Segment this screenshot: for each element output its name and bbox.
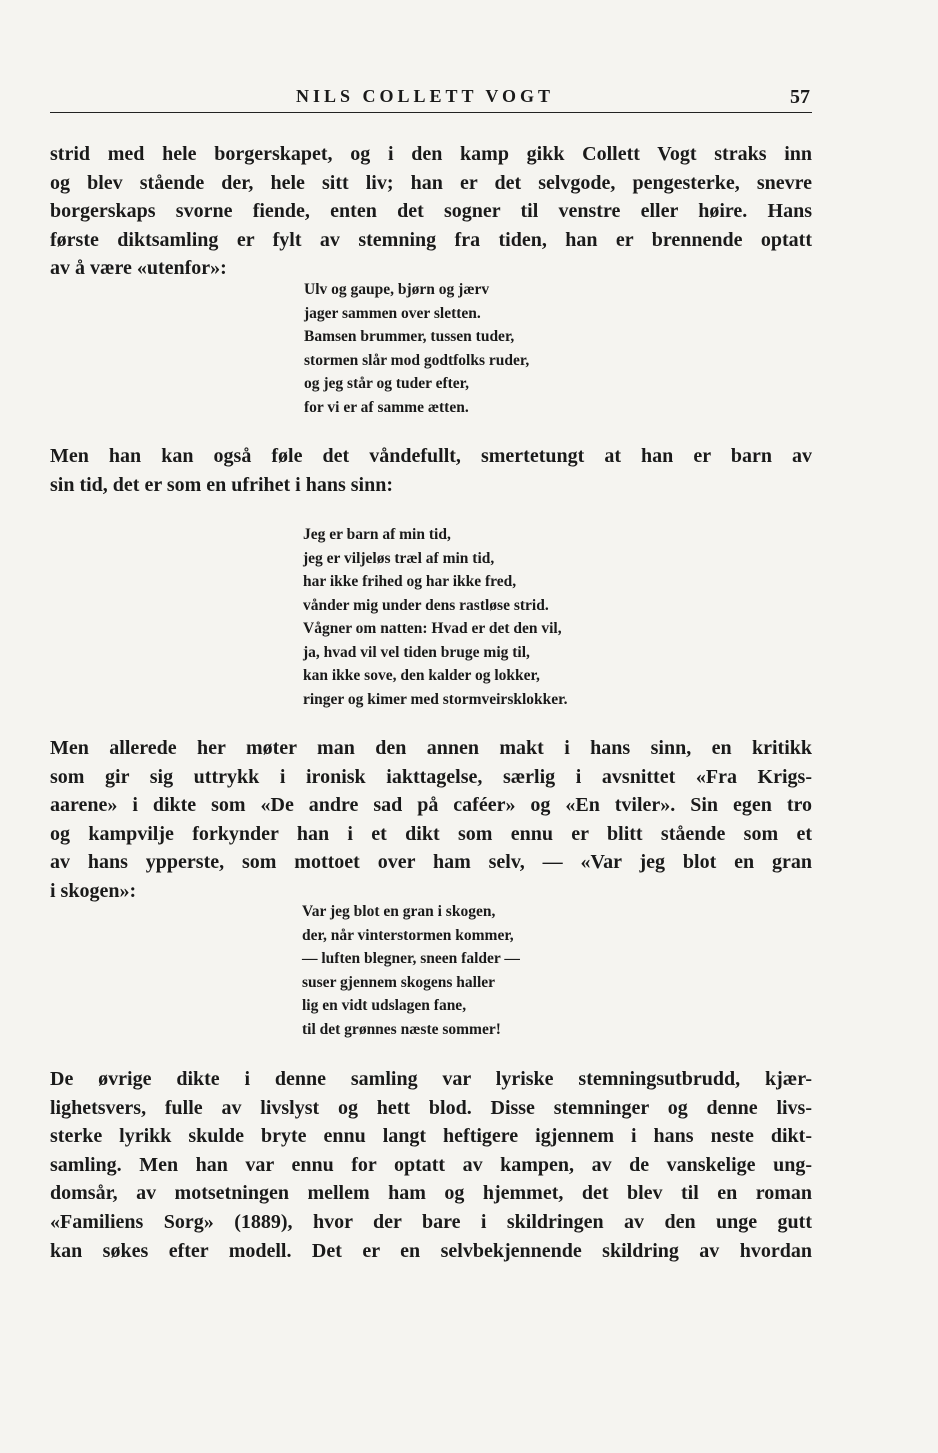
- verse-line: jager sammen over sletten.: [304, 304, 481, 322]
- verse-line: til det grønnes næste sommer!: [302, 1020, 501, 1038]
- paragraph-line: aarene» i dikte som «De andre sad på caféer» og «En tviler». Sin egen tro: [50, 794, 812, 817]
- running-title: NILS COLLETT VOGT: [296, 86, 555, 106]
- verse-line: Jeg er barn af min tid,: [303, 526, 451, 543]
- paragraph-1: [50, 140, 812, 283]
- paragraph-line: som gir sig uttrykk i ironisk iakttagelse, særlig i avsnittet «Fra Krigs-: [50, 765, 812, 788]
- paragraph-line: Men allerede her møter man den annen makt i hans sinn, en kritikk: [50, 737, 812, 759]
- verse-line: vånder mig under dens rastløse strid.: [303, 596, 549, 614]
- verse-line: suser gjennem skogens haller: [302, 973, 496, 991]
- paragraph-line: og blev stående der, hele sitt liv; han er det selvgode, pengesterke, snevre: [50, 171, 812, 194]
- poem-jeg-er-barn: [303, 523, 567, 711]
- verse-line: ringer og kimer med stormveirsklokker.: [303, 690, 568, 708]
- page-number: 57: [790, 86, 810, 108]
- verse-line: stormen slår mod godtfolks ruder,: [304, 351, 530, 369]
- paragraph-line: Men han kan også føle det våndefullt, smertetungt at han er barn av: [50, 445, 812, 467]
- header-rule: [50, 112, 812, 113]
- paragraph-line: domsår, av motsetningen mellem ham og hjemmet, det blev til en roman: [50, 1182, 812, 1205]
- verse-line: for vi er af samme ætten.: [304, 398, 469, 416]
- poem-ulv-og-gaupe: [304, 278, 529, 419]
- paragraph-line: lighetsvers, fulle av livslyst og hett blod. Disse stemninger og denne livs-: [50, 1096, 812, 1119]
- verse-line: ja, hvad vil vel tiden bruge mig til,: [303, 643, 530, 661]
- paragraph-line: av hans ypperste, som mottoet over ham selv, — «Var jeg blot en gran: [50, 851, 812, 874]
- verse-line: Ulv og gaupe, bjørn og jærv: [304, 281, 490, 298]
- paragraph-2: [50, 442, 812, 499]
- paragraph-line: og kampvilje forkynder han i et dikt som ennu er blitt stående som et: [50, 822, 812, 845]
- paragraph-line: borgerskaps svorne fiende, enten det sogner til venstre eller høire. Hans: [50, 200, 812, 223]
- paragraph-line: strid med hele borgerskapet, og i den kamp gikk Collett Vogt straks inn: [50, 143, 812, 165]
- running-head: [50, 84, 812, 110]
- paragraph-line: av å være «utenfor»:: [50, 257, 227, 280]
- book-page: [50, 0, 812, 1453]
- poem-var-jeg-blot-en-gran: [302, 900, 520, 1041]
- verse-line: Var jeg blot en gran i skogen,: [302, 903, 496, 920]
- paragraph-4: [50, 1065, 812, 1265]
- paragraph-line: sin tid, det er som en ufrihet i hans sinn:: [50, 473, 394, 496]
- paragraph-line: samling. Men han var ennu for optatt av kampen, av de vanskelige ung-: [50, 1153, 812, 1176]
- verse-line: Bamsen brummer, tussen tuder,: [304, 328, 515, 345]
- paragraph-line: «Familiens Sorg» (1889), hvor der bare i skildringen av den unge gutt: [50, 1210, 812, 1233]
- paragraph-line: De øvrige dikte i denne samling var lyriske stemningsutbrudd, kjær-: [50, 1068, 812, 1090]
- paragraph-line: første diktsamling er fylt av stemning fra tiden, han er brennende optatt: [50, 228, 812, 251]
- verse-line: — luften blegner, sneen falder —: [302, 950, 520, 967]
- verse-line: og jeg står og tuder efter,: [304, 375, 470, 392]
- paragraph-line: i skogen»:: [50, 879, 137, 902]
- verse-line: der, når vinterstormen kommer,: [302, 926, 514, 944]
- verse-line: Vågner om natten: Hvad er det den vil,: [303, 620, 562, 637]
- verse-line: kan ikke sove, den kalder og lokker,: [303, 667, 540, 684]
- verse-line: jeg er viljeløs træl af min tid,: [303, 549, 495, 567]
- paragraph-line: sterke lyrikk skulde bryte ennu langt heftigere igjennem i hans neste dikt-: [50, 1125, 812, 1148]
- paragraph-line: kan søkes efter modell. Det er en selvbekjennende skildring av hvordan: [50, 1239, 812, 1262]
- paragraph-3: [50, 734, 812, 906]
- verse-line: har ikke frihed og har ikke fred,: [303, 573, 517, 590]
- verse-line: lig en vidt udslagen fane,: [302, 997, 467, 1014]
